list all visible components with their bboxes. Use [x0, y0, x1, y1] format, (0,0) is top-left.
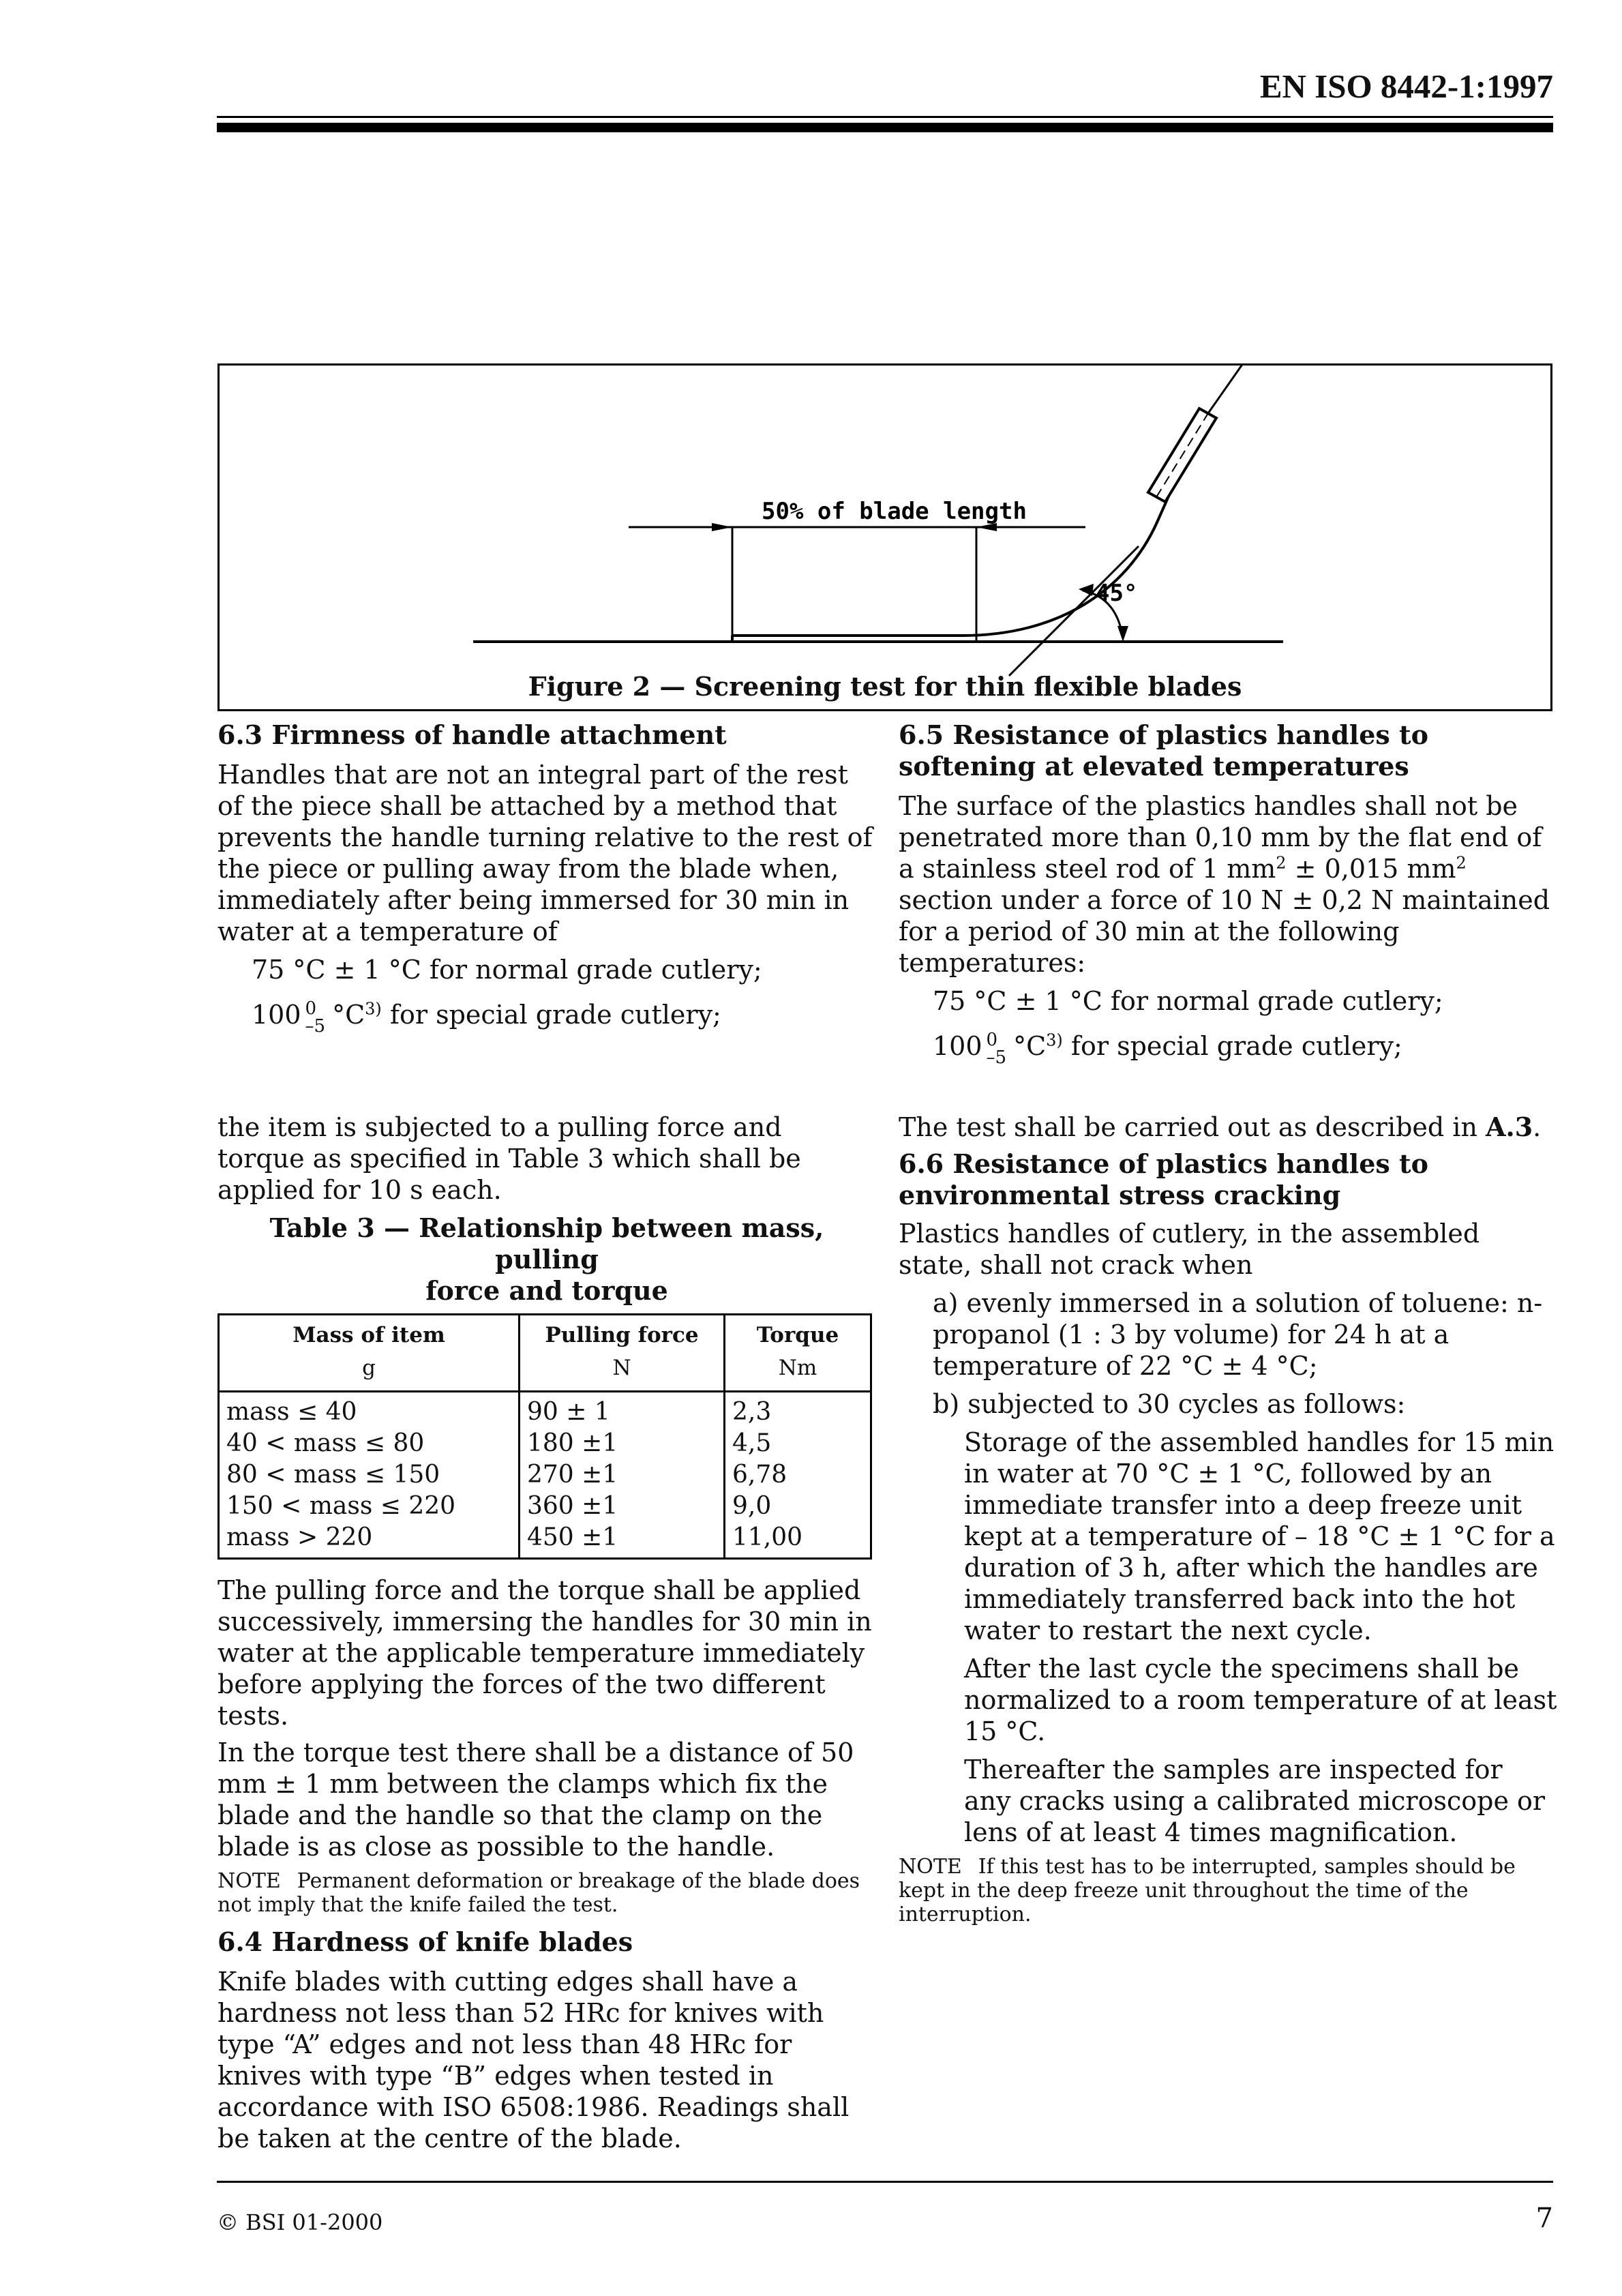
table-column-torque: 2,3 4,5 6,78 9,0 11,00 — [725, 1392, 871, 1559]
footer-rule — [217, 2181, 1553, 2183]
temp-tolerance: 0 –5 — [305, 998, 326, 1037]
section-6-5-paragraph-1: The surface of the plastics handles shall not be penetrated more than 0,10 mm by the flat end of a stainless steel rod of 1 $mm^2 \pm 0,015$ $mm^2$ section under a force of 10 N ± 0,2 N maintained for a period of 30 min at the following temperatures: — [899, 791, 1550, 978]
section-6-3-paragraph-3: The pulling force and the torque shall be applied successively, immersing the handles for 30 min in water at the applicable temperature immediately before applying the forces of the two different tests. — [217, 1575, 872, 1731]
note-2: NOTE If this test has to be interrupted, samples should be kept in the deep freeze unit throughout the time of the interruption. — [899, 1855, 1516, 1926]
section-6-3-lower — [217, 1112, 876, 2154]
blade-test-diagram — [220, 366, 1550, 709]
document-header-standard: EN ISO 8442-1:1997 — [1259, 68, 1553, 105]
label-blade-length: 50% of blade length — [762, 498, 1027, 525]
table-header-force: Pulling force — [520, 1315, 725, 1352]
section-6-3-paragraph-1: Handles that are not an integral part of the rest of the piece shall be attached by a method that prevents the handle turning relative to the rest of the piece or pulling away from the blade when, immediately after being immersed for 30 min in water at a temperature of — [217, 760, 873, 946]
section-6-3-title: 6.3 Firmness of handle attachment — [217, 719, 727, 750]
section-6-6-title: 6.6 Resistance of plastics handles to environmental stress cracking — [899, 1148, 1428, 1210]
section-6-6-paragraph-1: Plastics handles of cutlery, in the assembled state, shall not crack when — [899, 1219, 1480, 1280]
section-6-4-paragraph: Knife blades with cutting edges shall have a hardness not less than 52 HRc for knives with type “A” edges and not less than 48 HRc for knives with type “B” edges when tested in accordance with ISO 6508:1986. Readings shall be taken at the centre of the blade. — [217, 1967, 850, 2153]
section-6-6-item-b-normalize: After the last cycle the specimens shall be normalized to a room temperature of at least 15 °C. — [964, 1654, 1557, 1746]
section-6-6 — [899, 1112, 1557, 1926]
section-6-6-item-b-inspect: Thereafter the samples are inspected for any cracks using a calibrated microscope or lens of at least 4 times magnification. — [964, 1755, 1546, 1847]
table-column-mass: mass ≤ 40 40 < mass ≤ 80 80 < mass ≤ 150 150 < mass ≤ 220 mass > 220 — [219, 1392, 520, 1559]
figure-caption: Figure 2 — Screening test for thin flexible blades — [528, 671, 1242, 702]
page-number: 7 — [1535, 2203, 1553, 2234]
section-6-3-temp-special: 100 0 –5 $^\circ C^{3)}$ for special grade cutlery; — [252, 998, 721, 1037]
section-6-3-paragraph-4: In the torque test there shall be a distance of 50 mm ± 1 mm between the clamps which fix the blade and the handle so that the clamp on the blade is as close as possible to the handle. — [217, 1738, 854, 1862]
section-6-5-upper — [899, 719, 1557, 1067]
figure-2 — [217, 363, 1552, 711]
section-6-5-temp-special: 100 0 –5 $^\circ C^{3)}$ for special grade cutlery; — [933, 1029, 1402, 1068]
label-angle: 45° — [1096, 580, 1138, 607]
note-1: NOTE Permanent deformation or breakage of the blade does not imply that the knife failed the test. — [217, 1869, 860, 1917]
table-unit-torque: Nm — [725, 1351, 871, 1392]
table-header-mass: Mass of item — [219, 1315, 520, 1352]
section-6-6-item-b: b) subjected to 30 cycles as follows: — [933, 1389, 1406, 1419]
temp-tolerance: 0 –5 — [986, 1029, 1007, 1068]
table-column-force: 90 ± 1 180 ±1 270 ±1 360 ±1 450 ±1 — [520, 1392, 725, 1559]
temp-unit: °C — [332, 1000, 365, 1030]
section-6-3-temp-normal: 75 °C ± 1 °C for normal grade cutlery; — [252, 955, 762, 985]
section-6-6-item-b-storage: Storage of the assembled handles for 15 min in water at 70 °C ± 1 °C, followed by an immediate transfer into a deep freeze unit kept at a temperature of – 18 °C ± 1 °C for a duration of 3 h, after which the handles are immediately transferred back into the hot water to restart the next cycle. — [964, 1427, 1555, 1645]
section-6-5-temp-normal: 75 °C ± 1 °C for normal grade cutlery; — [933, 986, 1443, 1016]
annex-reference[interactable]: A.3 — [1486, 1112, 1533, 1142]
temp-value: 100 — [252, 1000, 301, 1030]
table-unit-force: N — [520, 1351, 725, 1392]
section-6-5-paragraph-2: The test shall be carried out as described in A.3. — [899, 1112, 1542, 1142]
footnote-ref[interactable]: 3) — [365, 999, 382, 1019]
header-rule-thin — [217, 116, 1553, 118]
footnote-ref[interactable]: 3) — [1046, 1030, 1063, 1050]
section-6-4-title: 6.4 Hardness of knife blades — [217, 1926, 633, 1957]
section-6-3-paragraph-2: the item is subjected to a pulling force and torque as specified in Table 3 which shall be applied for 10 s each. — [217, 1112, 801, 1205]
header-rule-thick — [217, 123, 1553, 132]
section-6-3-upper — [217, 719, 876, 1035]
footer-copyright: © BSI 01-2000 — [217, 2209, 383, 2235]
table-header-torque: Torque — [725, 1315, 871, 1352]
table-unit-mass: g — [219, 1351, 520, 1392]
section-6-5-title: 6.5 Resistance of plastics handles to softening at elevated temperatures — [899, 719, 1428, 781]
table-3-caption-line-1: Table 3 — Relationship between mass, pulling — [269, 1212, 824, 1274]
table-3 — [217, 1313, 872, 1560]
table-3-caption-line-2: force and torque — [425, 1275, 668, 1306]
section-6-6-item-a: a) evenly immersed in a solution of toluene: n-propanol (1 : 3 by volume) for 24 h at a temperature of 22 °C ± 4 °C; — [933, 1288, 1543, 1381]
